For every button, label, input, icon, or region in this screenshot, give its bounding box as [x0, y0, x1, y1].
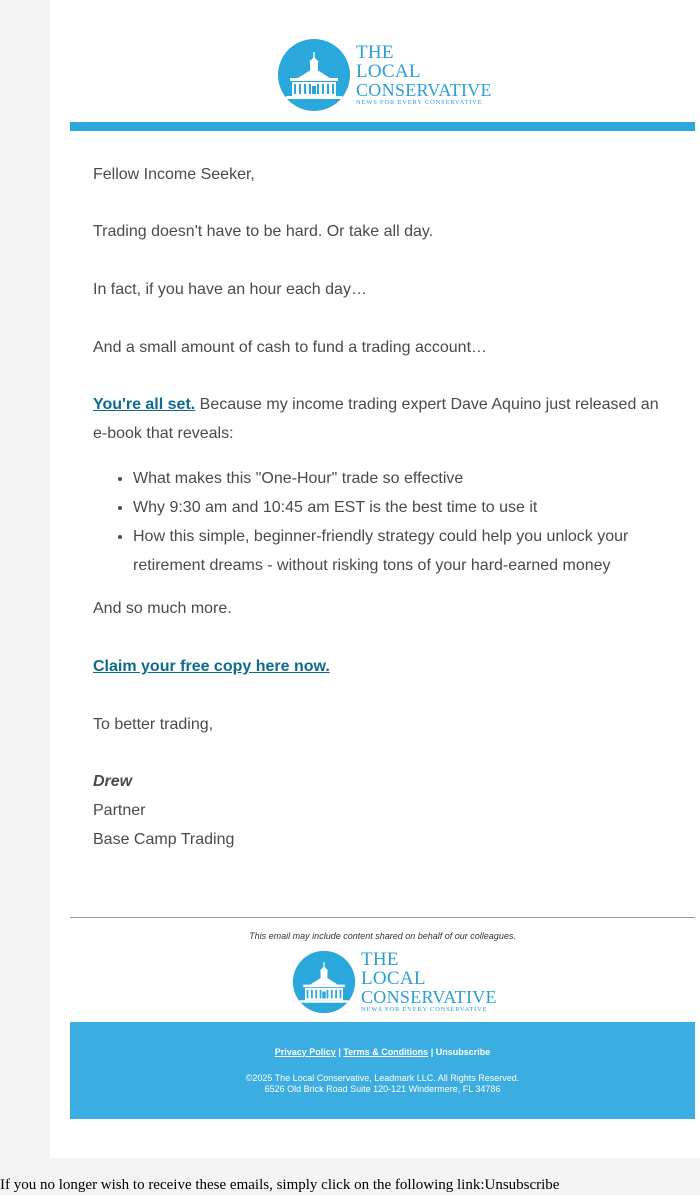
logo-line-3: CONSERVATIVE	[361, 987, 497, 1008]
bottom-notice	[0, 1177, 559, 1194]
footer-disclaimer: This email may include content shared on behalf of our colleagues.	[249, 931, 516, 941]
list-item: • How this simple, beginner-friendly strategy could help you unlock your retirement dreams - without risking tons of your hard-earned money	[133, 522, 693, 580]
logo-tagline: NEWS FOR EVERY CONSERVATIVE	[356, 99, 483, 107]
cta-paragraph	[93, 652, 668, 681]
footer-copyright-block	[70, 1073, 695, 1095]
bottom-notice-text: If you no longer wish to receive these emails, simply click on the following link:	[0, 1177, 485, 1193]
signature-title: Partner	[93, 802, 146, 819]
paragraph-2: In fact, if you have an hour each day…	[93, 281, 367, 298]
address-text: 6526 Old Brick Road Suite 120-121 Windermere, FL 34786	[264, 1084, 501, 1094]
logo-wordmark	[361, 950, 497, 1014]
footer-unsubscribe-link[interactable]: Unsubscribe	[435, 1047, 491, 1057]
link-separator: |	[335, 1047, 344, 1057]
footer-logo[interactable]	[291, 950, 497, 1014]
signature-name: Drew	[93, 773, 133, 790]
privacy-policy-link[interactable]: Privacy Policy	[274, 1047, 336, 1057]
benefits-list	[93, 464, 693, 580]
paragraph-1: Trading doesn't have to be hard. Or take all day.	[93, 223, 434, 240]
paragraph-5: And so much more.	[93, 600, 232, 617]
claim-free-copy-link[interactable]: Claim your free copy here now.	[93, 658, 330, 675]
logo-wordmark	[356, 43, 492, 107]
list-item: • What makes this "One-Hour" trade so effective	[133, 464, 693, 493]
link-separator: |	[428, 1047, 436, 1057]
youre-all-set-link[interactable]: You're all set.	[93, 396, 196, 413]
paragraph-4-text: Because my income trading expert Dave Aquino just released an e-book that reveals:	[93, 396, 659, 442]
list-item: • Why 9:30 am and 10:45 am EST is the best time to use it	[133, 493, 693, 522]
paragraph-4	[93, 390, 668, 448]
white-house-logo-icon	[276, 38, 352, 112]
logo-line-1: THE	[361, 949, 399, 971]
copyright-text: ©2025 The Local Conservative, Leadmark LLC. All Rights Reserved.	[245, 1073, 520, 1083]
footer-links	[70, 1047, 695, 1057]
paragraph-3: And a small amount of cash to fund a trading account…	[93, 339, 488, 356]
logo-tagline: NEWS FOR EVERY CONSERVATIVE	[361, 1006, 488, 1014]
bottom-unsubscribe-link[interactable]: Unsubscribe	[484, 1177, 560, 1193]
closing: To better trading,	[93, 716, 214, 733]
white-house-logo-icon	[291, 950, 357, 1014]
header-divider-bar	[70, 122, 695, 131]
logo-line-1: THE	[356, 42, 394, 64]
header-logo[interactable]	[276, 38, 492, 112]
greeting: Fellow Income Seeker,	[93, 166, 255, 183]
signature-company: Base Camp Trading	[93, 831, 235, 848]
logo-line-2: LOCAL	[361, 968, 426, 990]
logo-line-2: LOCAL	[356, 61, 421, 83]
footer-bar	[70, 1022, 695, 1119]
footer-divider	[70, 917, 695, 918]
logo-line-3: CONSERVATIVE	[356, 80, 492, 101]
terms-conditions-link[interactable]: Terms & Conditions	[343, 1047, 429, 1057]
